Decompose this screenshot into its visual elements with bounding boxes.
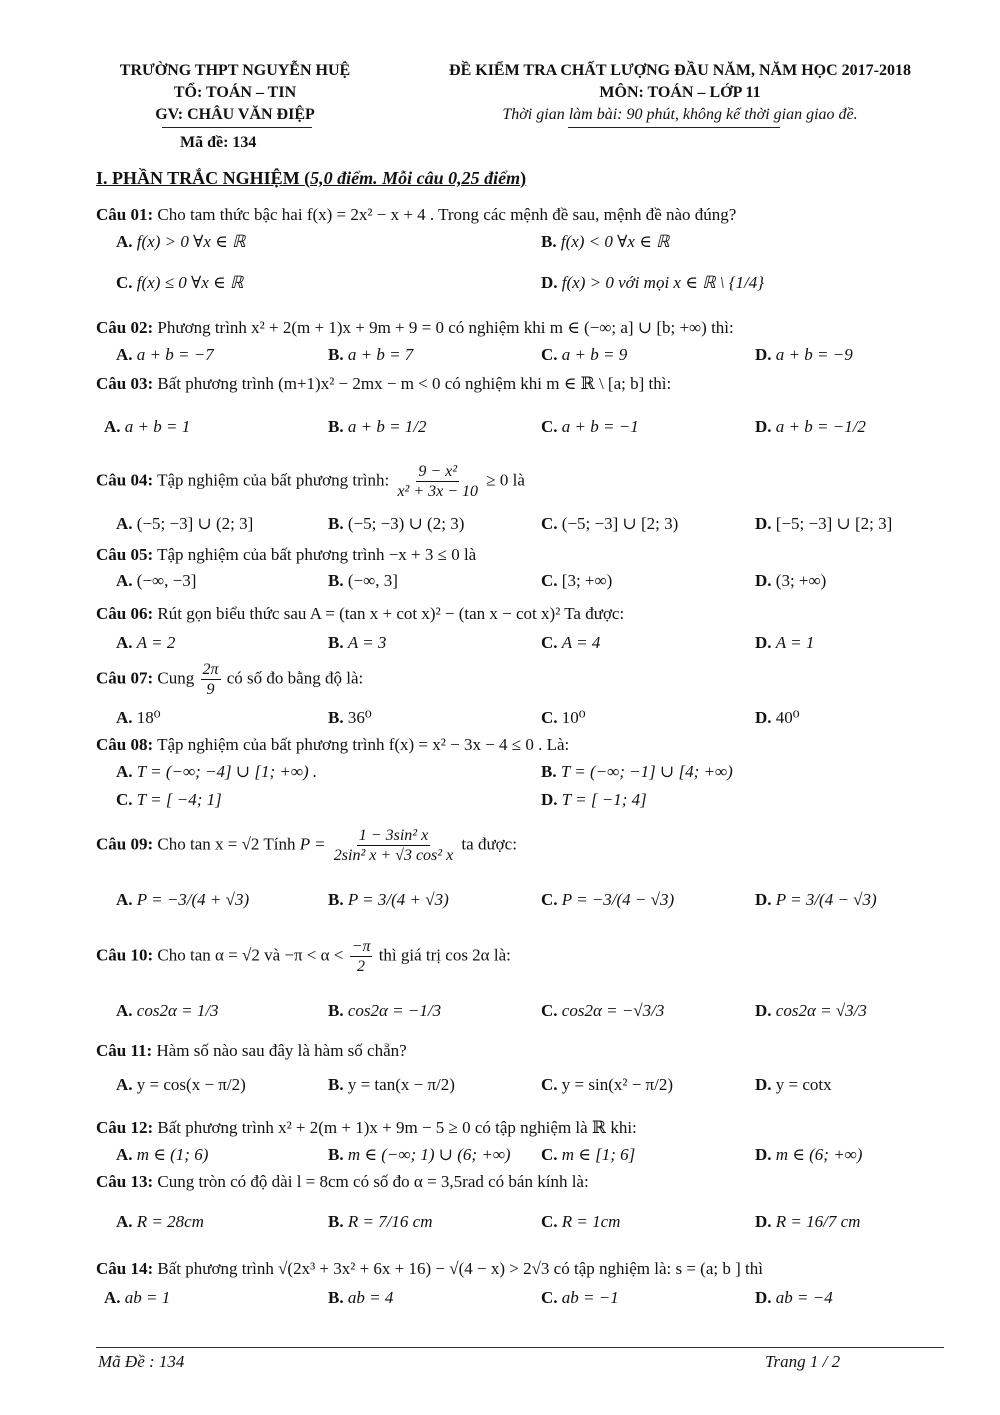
question-text-after: ≥ 0 là xyxy=(486,470,525,490)
question-label: Câu 10: xyxy=(96,945,154,965)
option-key: A. xyxy=(116,571,133,590)
q12-option-d[interactable] xyxy=(755,1145,862,1165)
option-text: A = 3 xyxy=(347,633,387,652)
option-text: P = 3/(4 + √3) xyxy=(347,890,449,909)
q09-option-c[interactable] xyxy=(541,890,674,910)
option-key: D. xyxy=(755,345,772,364)
q09-option-a[interactable] xyxy=(116,890,249,910)
option-text: 36⁰ xyxy=(347,708,372,727)
option-key: A. xyxy=(116,890,133,909)
question-text: Cho tan α = √2 và −π < α < xyxy=(157,945,344,965)
q07-option-c[interactable] xyxy=(541,708,586,728)
option-key: A. xyxy=(116,1212,133,1231)
option-text: (−5; −3] ∪ [2; 3) xyxy=(561,514,679,533)
q11-option-c[interactable] xyxy=(541,1075,673,1095)
q10-option-c[interactable] xyxy=(541,1001,664,1021)
question-label: Câu 01: xyxy=(96,205,154,224)
option-key: C. xyxy=(541,417,558,436)
question-text: Cho tan x = √2 Tính xyxy=(157,834,296,854)
question-text: Tập nghiệm của bất phương trình −x + 3 ≤ 0 là xyxy=(157,545,477,564)
option-key: C. xyxy=(541,345,558,364)
option-text: a + b = 9 xyxy=(561,345,628,364)
option-text: [−5; −3] ∪ [2; 3] xyxy=(775,514,893,533)
option-key: B. xyxy=(328,890,344,909)
option-key: C. xyxy=(541,708,558,727)
question-text: Cung tròn có độ dài l = 8cm có số đo α = 3,5rad có bán kính là: xyxy=(157,1172,589,1191)
q14-option-b[interactable] xyxy=(328,1288,393,1308)
q05-option-a[interactable] xyxy=(116,571,196,591)
q11-option-b[interactable] xyxy=(328,1075,455,1095)
question-09: Câu 09: Cho tan x = √2 Tính P = $\frac{\text{1 − 3sin² x}}{\text{2sin² x + √3 cos² x}}$ ta được: xyxy=(96,827,517,864)
section-title xyxy=(96,168,526,189)
question-text: Cho tam thức bậc hai f(x) = 2x² − x + 4 . Trong các mệnh đề sau, mệnh đề nào đúng? xyxy=(157,205,737,224)
q09-option-b[interactable] xyxy=(328,890,449,910)
option-key: D. xyxy=(755,1075,772,1094)
q13-option-c[interactable] xyxy=(541,1212,620,1232)
option-text: (−5; −3) ∪ (2; 3) xyxy=(347,514,465,533)
q06-option-b[interactable] xyxy=(328,633,386,653)
fraction-denominator: 9 xyxy=(206,681,215,698)
q03-option-d[interactable] xyxy=(755,417,866,437)
q10-fraction xyxy=(350,937,373,976)
option-key: B. xyxy=(328,1001,344,1020)
q07-option-b[interactable] xyxy=(328,708,372,728)
option-text: A = 4 xyxy=(561,633,601,652)
option-key: B. xyxy=(328,633,344,652)
q12-option-b[interactable] xyxy=(328,1145,511,1165)
option-key: D. xyxy=(541,273,558,292)
option-text: f(x) < 0 ∀x ∈ ℝ xyxy=(560,232,670,251)
option-text: y = sin(x² − π/2) xyxy=(561,1075,674,1094)
question-10 xyxy=(96,937,511,976)
school-header xyxy=(100,60,370,126)
q14-option-a[interactable] xyxy=(104,1288,170,1308)
q06-option-c[interactable] xyxy=(541,633,600,653)
q05-option-b[interactable] xyxy=(328,571,398,591)
teacher-name: GV: CHÂU VĂN ĐIỆP xyxy=(155,106,315,123)
question-11 xyxy=(96,1041,407,1061)
option-key: C. xyxy=(541,514,558,533)
option-key: A. xyxy=(116,1075,133,1094)
question-label: Câu 04: xyxy=(96,470,154,490)
question-07 xyxy=(96,660,363,699)
option-text: f(x) > 0 với mọi x ∈ ℝ \ {1/4} xyxy=(561,273,765,292)
option-text: y = cos(x − π/2) xyxy=(136,1075,246,1094)
option-key: B. xyxy=(328,708,344,727)
option-key: A. xyxy=(116,1145,133,1164)
option-text: A = 2 xyxy=(136,633,176,652)
option-key: C. xyxy=(541,571,558,590)
q04-option-d[interactable] xyxy=(755,514,892,534)
q13-option-d[interactable] xyxy=(755,1212,860,1232)
option-key: B. xyxy=(541,232,557,251)
question-text: Phương trình x² + 2(m + 1)x + 9m + 9 = 0 có nghiệm khi m ∈ (−∞; a] ∪ [b; +∞) thì: xyxy=(157,318,734,337)
q10-option-a[interactable] xyxy=(116,1001,219,1021)
option-text: y = cotx xyxy=(775,1075,832,1094)
option-text: 10⁰ xyxy=(561,708,586,727)
option-key: C. xyxy=(116,790,133,809)
option-key: B. xyxy=(328,1145,344,1164)
option-key: D. xyxy=(755,890,772,909)
option-key: D. xyxy=(755,417,772,436)
option-text: 18⁰ xyxy=(136,708,161,727)
question-text-after: ta được: xyxy=(461,834,517,854)
header-left-underline xyxy=(162,127,312,128)
option-text: ab = 1 xyxy=(124,1288,171,1307)
school-name: TRƯỜNG THPT NGUYỄN HUỆ xyxy=(119,62,351,79)
q14-option-c[interactable] xyxy=(541,1288,619,1308)
q08-option-b[interactable] xyxy=(541,762,733,782)
exam-code: Mã đề: 134 xyxy=(180,134,257,151)
group-name: TỔ: TOÁN – TIN xyxy=(173,84,297,101)
fraction-numerator: 2π xyxy=(202,661,219,678)
question-08 xyxy=(96,735,569,755)
question-label: Câu 03: xyxy=(96,374,154,393)
footer-divider xyxy=(96,1347,944,1348)
option-key: D. xyxy=(541,790,558,809)
question-04 xyxy=(96,462,525,501)
exam-time-note: Thời gian làm bài: 90 phút, không kể thời gian giao đề. xyxy=(502,106,858,123)
q02-option-b[interactable] xyxy=(328,345,413,365)
question-label: Câu 09: xyxy=(96,834,154,854)
option-text: ab = −4 xyxy=(775,1288,833,1307)
option-key: A. xyxy=(104,1288,121,1307)
option-key: C. xyxy=(541,890,558,909)
q10-option-d[interactable] xyxy=(755,1001,867,1021)
question-12 xyxy=(96,1118,637,1138)
option-text: R = 28cm xyxy=(136,1212,204,1231)
q03-option-b[interactable] xyxy=(328,417,427,437)
option-text: a + b = 7 xyxy=(347,345,414,364)
q05-option-c[interactable] xyxy=(541,571,612,591)
option-key: B. xyxy=(328,1288,344,1307)
option-text: a + b = −1/2 xyxy=(775,417,866,436)
option-key: C. xyxy=(541,1288,558,1307)
q06-option-d[interactable] xyxy=(755,633,814,653)
option-text: a + b = −7 xyxy=(136,345,214,364)
option-key: A. xyxy=(116,345,133,364)
option-text: 40⁰ xyxy=(775,708,800,727)
option-text: cos2α = −1/3 xyxy=(347,1001,442,1020)
option-text: a + b = −1 xyxy=(561,417,639,436)
option-text: P = 3/(4 − √3) xyxy=(775,890,877,909)
q09-fraction xyxy=(332,826,455,865)
fraction-numerator: 1 − 3sin² x xyxy=(358,827,429,844)
question-text: Tập nghiệm của bất phương trình: xyxy=(157,470,390,490)
option-text: R = 16/7 cm xyxy=(775,1212,861,1231)
option-text: (−5; −3] ∪ (2; 3] xyxy=(136,514,254,533)
q10-option-b[interactable] xyxy=(328,1001,441,1021)
fraction-numerator: 9 − x² xyxy=(418,463,458,480)
option-text: ab = −1 xyxy=(561,1288,619,1307)
question-label: Câu 07: xyxy=(96,668,154,688)
question-01 xyxy=(96,205,736,225)
exam-subject: MÔN: TOÁN – LỚP 11 xyxy=(599,84,761,101)
option-text: cos2α = 1/3 xyxy=(136,1001,219,1020)
option-text: (−∞, 3] xyxy=(347,571,398,590)
q07-fraction xyxy=(201,660,221,699)
option-text: P = −3/(4 + √3) xyxy=(136,890,250,909)
option-text: f(x) > 0 ∀x ∈ ℝ xyxy=(136,232,246,251)
q12-option-c[interactable] xyxy=(541,1145,635,1165)
option-key: C. xyxy=(541,1075,558,1094)
option-key: D. xyxy=(755,708,772,727)
option-key: B. xyxy=(328,1212,344,1231)
option-text: (3; +∞) xyxy=(775,571,827,590)
question-text: Hàm số nào sau đây là hàm số chẵn? xyxy=(156,1041,407,1060)
q02-option-d[interactable] xyxy=(755,345,853,365)
fraction-denominator: x² + 3x − 10 xyxy=(397,483,479,500)
option-text: [3; +∞) xyxy=(561,571,613,590)
q11-option-d[interactable] xyxy=(755,1075,832,1095)
q08-option-a[interactable] xyxy=(116,762,317,782)
question-label: Câu 06: xyxy=(96,604,154,623)
question-02 xyxy=(96,318,734,338)
option-text: T = (−∞; −1] ∪ [4; +∞) xyxy=(560,762,733,781)
option-key: B. xyxy=(541,762,557,781)
option-key: B. xyxy=(328,571,344,590)
q01-option-d[interactable] xyxy=(541,273,764,293)
q01-option-c[interactable] xyxy=(116,273,243,293)
option-text: m ∈ (1; 6) xyxy=(136,1145,209,1164)
q01-option-b[interactable] xyxy=(541,232,670,252)
option-text: cos2α = √3/3 xyxy=(775,1001,867,1020)
option-key: B. xyxy=(328,345,344,364)
footer-page-number: Trang 1 / 2 xyxy=(765,1352,841,1371)
q04-option-c[interactable] xyxy=(541,514,678,534)
q04-option-b[interactable] xyxy=(328,514,464,534)
option-text: y = tan(x − π/2) xyxy=(347,1075,455,1094)
q03-option-c[interactable] xyxy=(541,417,639,437)
q08-option-d[interactable] xyxy=(541,790,647,810)
option-text: P = −3/(4 − √3) xyxy=(561,890,675,909)
question-text: Bất phương trình √(2x³ + 3x² + 6x + 16) − √(4 − x) > 2√3 có tập nghiệm là: s = (a; b ] thì xyxy=(157,1259,763,1278)
option-key: A. xyxy=(116,762,133,781)
footer-exam-code: Mã Đề : 134 xyxy=(98,1352,185,1371)
section-note: 5,0 điểm. Mỗi câu 0,25 điểm xyxy=(310,168,521,188)
question-03 xyxy=(96,374,671,394)
option-text: A = 1 xyxy=(775,633,815,652)
question-label: Câu 02: xyxy=(96,318,154,337)
question-06 xyxy=(96,604,624,624)
q14-option-d[interactable] xyxy=(755,1288,833,1308)
q02-option-c[interactable] xyxy=(541,345,627,365)
option-key: A. xyxy=(116,1001,133,1020)
q13-option-b[interactable] xyxy=(328,1212,433,1232)
option-text: T = [ −1; 4] xyxy=(561,790,647,809)
option-key: A. xyxy=(116,514,133,533)
option-key: A. xyxy=(116,232,133,251)
question-14 xyxy=(96,1259,763,1279)
fraction-denominator: 2 xyxy=(357,958,366,975)
option-key: A. xyxy=(104,417,121,436)
option-key: D. xyxy=(755,571,772,590)
question-05 xyxy=(96,545,476,565)
question-label: Câu 08: xyxy=(96,735,154,754)
option-text: a + b = 1 xyxy=(124,417,191,436)
q04-fraction xyxy=(395,462,480,501)
option-key: A. xyxy=(116,633,133,652)
question-13 xyxy=(96,1172,589,1192)
option-key: C. xyxy=(541,1145,558,1164)
question-label: Câu 05: xyxy=(96,545,154,564)
question-label: Câu 12: xyxy=(96,1118,154,1137)
option-text: m ∈ (6; +∞) xyxy=(775,1145,863,1164)
question-text: Cung xyxy=(157,668,195,688)
question-text: Tập nghiệm của bất phương trình f(x) = x² − 3x − 4 ≤ 0 . Là: xyxy=(157,735,570,754)
q08-option-c[interactable] xyxy=(116,790,222,810)
option-text: (−∞, −3] xyxy=(136,571,197,590)
question-text: Bất phương trình (m+1)x² − 2mx − m < 0 có nghiệm khi m ∈ ℝ \ [a; b] thì: xyxy=(157,374,672,393)
question-label: Câu 13: xyxy=(96,1172,154,1191)
fraction-numerator: −π xyxy=(351,938,371,955)
option-text: a + b = −9 xyxy=(775,345,853,364)
header-right-underline xyxy=(568,127,780,128)
q09-option-d[interactable] xyxy=(755,890,877,910)
option-text: T = [ −4; 1] xyxy=(136,790,222,809)
section-title-text: I. PHẦN TRẮC NGHIỆM ( xyxy=(96,168,311,188)
option-key: C. xyxy=(541,633,558,652)
option-text: ab = 4 xyxy=(347,1288,394,1307)
option-key: B. xyxy=(328,514,344,533)
option-text: a + b = 1/2 xyxy=(347,417,427,436)
option-key: D. xyxy=(755,1001,772,1020)
exam-header xyxy=(410,60,950,126)
option-key: D. xyxy=(755,633,772,652)
section-close: ) xyxy=(520,168,527,188)
question-text-after: có số đo bằng độ là: xyxy=(226,668,364,688)
option-key: D. xyxy=(755,514,772,533)
option-key: D. xyxy=(755,1145,772,1164)
option-text: f(x) ≤ 0 ∀x ∈ ℝ xyxy=(136,273,244,292)
option-key: D. xyxy=(755,1212,772,1231)
q01-option-a[interactable] xyxy=(116,232,245,252)
option-text: m ∈ (−∞; 1) ∪ (6; +∞) xyxy=(347,1145,511,1164)
question-label: Câu 14: xyxy=(96,1259,154,1278)
q13-option-a[interactable] xyxy=(116,1212,204,1232)
question-text: Rút gọn biểu thức sau A = (tan x + cot x)² − (tan x − cot x)² Ta được: xyxy=(157,604,625,623)
exam-title: ĐỀ KIỂM TRA CHẤT LƯỢNG ĐẦU NĂM, NĂM HỌC 2017-2018 xyxy=(449,62,911,79)
q12-option-a[interactable] xyxy=(116,1145,208,1165)
option-key: A. xyxy=(116,708,133,727)
option-text: T = (−∞; −4] ∪ [1; +∞) . xyxy=(136,762,318,781)
q11-option-a[interactable] xyxy=(116,1075,246,1095)
question-label: Câu 11: xyxy=(96,1041,153,1060)
q07-option-a[interactable] xyxy=(116,708,161,728)
q05-option-d[interactable] xyxy=(755,571,826,591)
fraction-denominator: 2sin² x + √3 cos² x xyxy=(333,847,454,864)
option-key: C. xyxy=(541,1212,558,1231)
q02-option-a[interactable] xyxy=(116,345,214,365)
option-text: m ∈ [1; 6] xyxy=(561,1145,636,1164)
option-key: C. xyxy=(116,273,133,292)
question-text: Bất phương trình x² + 2(m + 1)x + 9m − 5 ≥ 0 có tập nghiệm là ℝ khi: xyxy=(157,1118,637,1137)
option-text: cos2α = −√3/3 xyxy=(561,1001,665,1020)
option-key: C. xyxy=(541,1001,558,1020)
option-key: D. xyxy=(755,1288,772,1307)
q07-option-d[interactable] xyxy=(755,708,800,728)
option-text: R = 1cm xyxy=(561,1212,621,1231)
q03-option-a[interactable] xyxy=(104,417,190,437)
question-text-after: thì giá trị cos 2α là: xyxy=(378,945,511,965)
option-text: R = 7/16 cm xyxy=(347,1212,433,1231)
q06-option-a[interactable] xyxy=(116,633,175,653)
q04-option-a[interactable] xyxy=(116,514,253,534)
option-key: B. xyxy=(328,1075,344,1094)
option-key: B. xyxy=(328,417,344,436)
